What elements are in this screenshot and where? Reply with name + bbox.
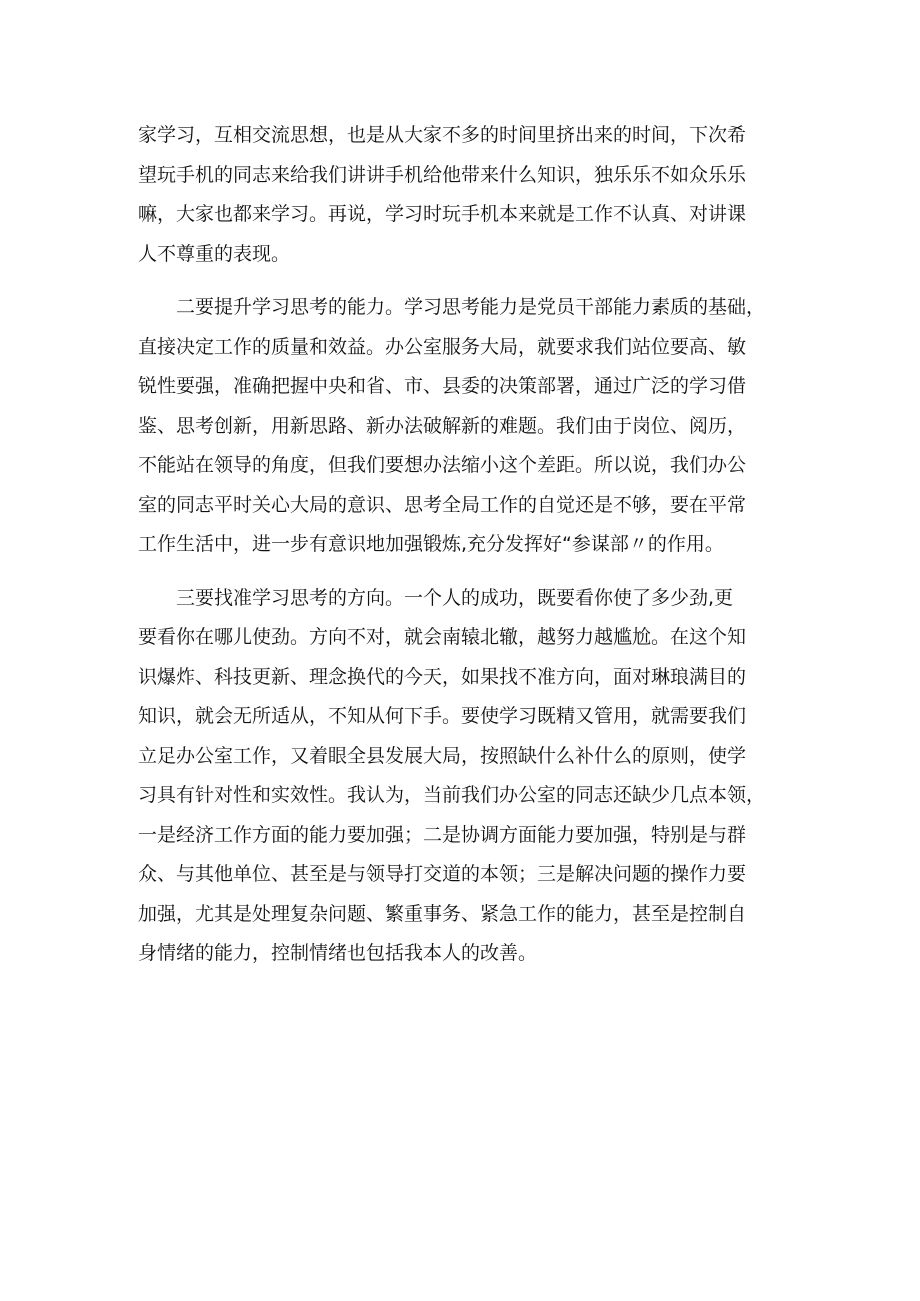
text-line: 不能站在领导的角度，但我们要想办法缩小这个差距。所以说，我们办公 (138, 454, 747, 476)
text-line: 立足办公室工作，又着眼全县发展大局，按照缺什么补什么的原则，使学 (138, 744, 747, 767)
document-body (138, 116, 788, 974)
text-line: 望玩手机的同志来给我们讲讲手机给他带来什么知识，独乐乐不如众乐乐 (138, 163, 747, 186)
text-line: 鉴、思考创新，用新思路、新办法破解新的难题。我们由于岗位、阅历， (138, 414, 747, 437)
text-line: 三要找准学习思考的方向。一个人的成功，既要看你使了多少劲,更 (176, 586, 734, 609)
text-line: 人不尊重的表现。 (138, 242, 291, 265)
text-line: 二要提升学习思考的能力。学习思考能力是党员干部能力素质的基础， (176, 296, 766, 318)
text-line: 要看你在哪儿使劲。方向不对，就会南辕北辙，越努力越尴尬。在这个知 (138, 626, 747, 648)
text-line: 工作生活中，进一步有意识地加强锻炼,充分发挥好“参谋部〃的作用。 (138, 533, 724, 555)
text-line: 家学习，互相交流思想，也是从大家不多的时间里挤出来的时间，下次希 (138, 124, 747, 146)
text-line: 锐性要强，准确把握中央和省、市、县委的决策部署，通过广泛的学习借 (138, 375, 747, 397)
text-line: 识爆炸、科技更新、理念换代的今天，如果找不准方向，面对琳琅满目的 (138, 665, 747, 688)
paragraph-spacing (138, 565, 788, 579)
text-line: 加强，尤其是处理复杂问题、繁重事务、紧急工作的能力，甚至是控制自 (138, 902, 747, 925)
paragraph-3 (138, 579, 788, 974)
text-line: 身情绪的能力，控制情绪也包括我本人的改善。 (138, 942, 538, 964)
text-line: 一是经济工作方面的能力要加强；二是协调方面能力要加强，特别是与群 (138, 823, 747, 846)
text-line: 直接决定工作的质量和效益。办公室服务大局，就要求我们站位要高、敏 (138, 335, 747, 358)
paragraph-2 (138, 288, 788, 565)
text-line: 知识，就会无所适从，不知从何下手。要使学习既精又管用，就需要我们 (138, 705, 747, 727)
text-line: 嘛，大家也都来学习。再说，学习时玩手机本来就是工作不认真、对讲课 (138, 203, 747, 225)
paragraph-spacing (138, 274, 788, 288)
paragraph-1 (138, 116, 788, 274)
text-line: 习具有针对性和实效性。我认为，当前我们办公室的同志还缺少几点本领， (138, 784, 766, 806)
text-line: 众、与其他单位、甚至是与领导打交道的本领；三是解决问题的操作力要 (138, 863, 747, 885)
text-line: 室的同志平时关心大局的意识、思考全局工作的自觉还是不够，要在平常 (138, 493, 747, 516)
